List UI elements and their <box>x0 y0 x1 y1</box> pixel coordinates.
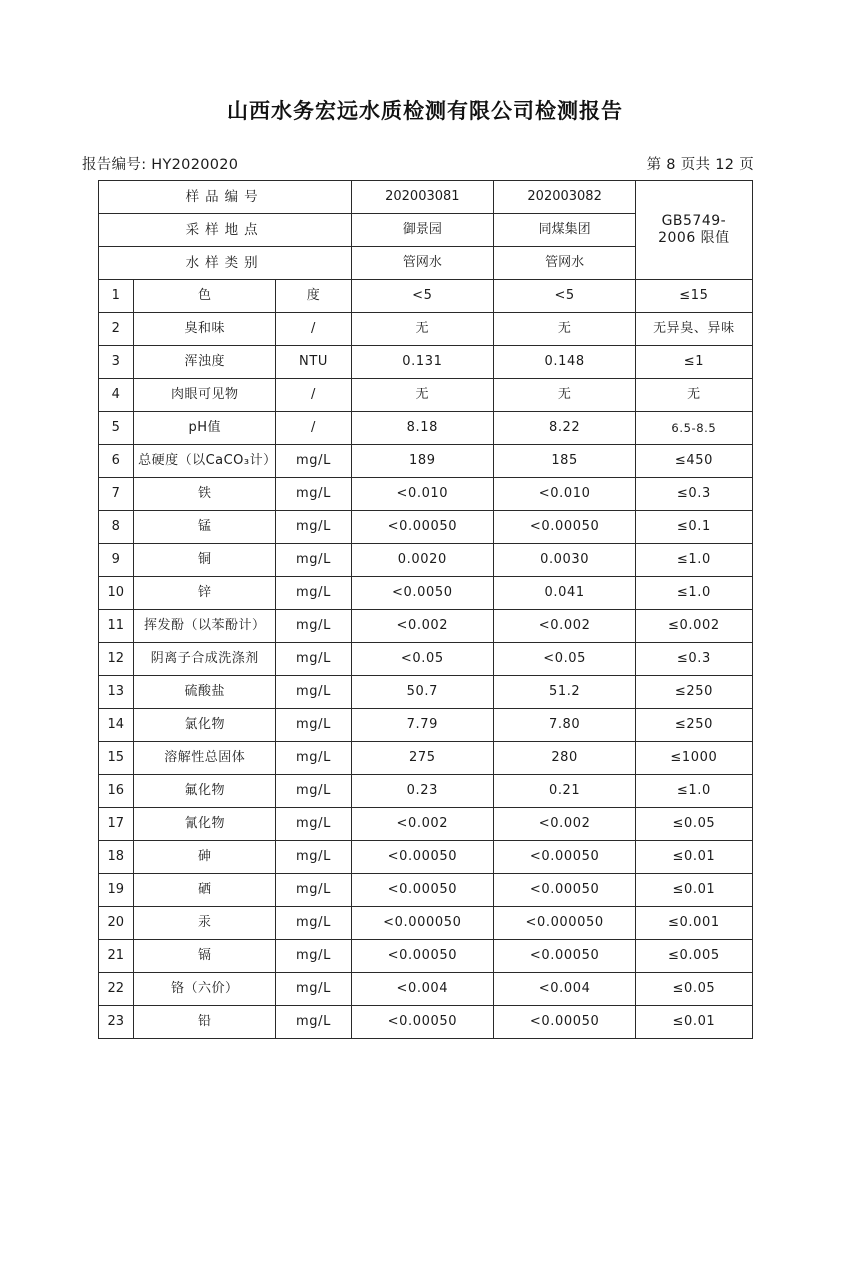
sample1-value: <0.002 <box>351 808 493 841</box>
parameter-name: 总硬度（以CaCO₃计） <box>134 445 276 478</box>
table-row <box>98 742 752 775</box>
row-index: 8 <box>98 511 134 544</box>
unit: mg/L <box>276 709 351 742</box>
parameter-name: 铬（六价） <box>134 973 276 1006</box>
unit: mg/L <box>276 874 351 907</box>
sample2-value: <0.05 <box>493 643 635 676</box>
parameter-name: 硫酸盐 <box>134 676 276 709</box>
sample1-value: 0.23 <box>351 775 493 808</box>
sample1-value: <0.00050 <box>351 1006 493 1039</box>
unit: mg/L <box>276 742 351 775</box>
row-index: 17 <box>98 808 134 841</box>
row-index: 6 <box>98 445 134 478</box>
parameter-name: 色 <box>134 280 276 313</box>
sample1-value: 无 <box>351 379 493 412</box>
sample1-value: <0.004 <box>351 973 493 1006</box>
limit-value: ≤250 <box>636 676 752 709</box>
parameter-name: 汞 <box>134 907 276 940</box>
limit-value: ≤0.01 <box>636 1006 752 1039</box>
limit-value: ≤1 <box>636 346 752 379</box>
row-index: 19 <box>98 874 134 907</box>
sample2-value: 185 <box>493 445 635 478</box>
table-row <box>98 379 752 412</box>
header-sample2: 管网水 <box>493 247 635 280</box>
sample2-value: <0.000050 <box>493 907 635 940</box>
parameter-name: 氯化物 <box>134 709 276 742</box>
row-index: 1 <box>98 280 134 313</box>
row-index: 10 <box>98 577 134 610</box>
sample1-value: <0.00050 <box>351 874 493 907</box>
limit-value: ≤1.0 <box>636 544 752 577</box>
sample1-value: 8.18 <box>351 412 493 445</box>
unit: NTU <box>276 346 351 379</box>
header-sample1: 御景园 <box>351 214 493 247</box>
sample1-value: <0.0050 <box>351 577 493 610</box>
table-row <box>98 808 752 841</box>
unit: mg/L <box>276 577 351 610</box>
standard-limit-text: 2006 限值 <box>658 230 730 246</box>
parameter-name: 肉眼可见物 <box>134 379 276 412</box>
parameter-name: pH值 <box>134 412 276 445</box>
page-title: 山西水务宏远水质检测有限公司检测报告 <box>227 99 623 123</box>
page-number: 第 8 页共 12 页 <box>646 157 754 173</box>
limit-value: ≤0.002 <box>636 610 752 643</box>
limit-value: 6.5-8.5 <box>636 412 752 445</box>
unit: 度 <box>276 280 351 313</box>
table-row <box>98 577 752 610</box>
sample2-value: <0.00050 <box>493 1006 635 1039</box>
sample2-value: 0.148 <box>493 346 635 379</box>
table-row <box>98 346 752 379</box>
table-row <box>98 478 752 511</box>
parameter-name: 镉 <box>134 940 276 973</box>
parameter-name: 氟化物 <box>134 775 276 808</box>
standard-code: GB5749- <box>661 212 727 229</box>
table-row <box>98 445 752 478</box>
parameter-name: 锰 <box>134 511 276 544</box>
row-index: 4 <box>98 379 134 412</box>
unit: / <box>276 313 351 346</box>
row-index: 3 <box>98 346 134 379</box>
sample2-value: 51.2 <box>493 676 635 709</box>
sample1-value: 7.79 <box>351 709 493 742</box>
limit-value: ≤0.05 <box>636 973 752 1006</box>
sample2-value: <5 <box>493 280 635 313</box>
sample1-value: 50.7 <box>351 676 493 709</box>
limit-value: ≤450 <box>636 445 752 478</box>
limit-value: ≤1.0 <box>636 577 752 610</box>
sample1-value: <0.000050 <box>351 907 493 940</box>
unit: mg/L <box>276 610 351 643</box>
header-sample1: 202003081 <box>351 181 493 214</box>
unit: mg/L <box>276 544 351 577</box>
limit-value: ≤15 <box>636 280 752 313</box>
unit: mg/L <box>276 1006 351 1039</box>
sample1-value: <5 <box>351 280 493 313</box>
header-label: 水样类别 <box>98 247 351 280</box>
sample1-value: <0.010 <box>351 478 493 511</box>
table-row <box>98 874 752 907</box>
table-row <box>98 973 752 1006</box>
unit: / <box>276 379 351 412</box>
limit-value: ≤1.0 <box>636 775 752 808</box>
table-row <box>98 841 752 874</box>
results-table <box>98 180 753 1039</box>
unit: mg/L <box>276 940 351 973</box>
sample1-value: <0.05 <box>351 643 493 676</box>
limit-value: ≤0.01 <box>636 841 752 874</box>
limit-value: ≤0.3 <box>636 643 752 676</box>
sample2-value: <0.010 <box>493 478 635 511</box>
sample1-value: <0.00050 <box>351 511 493 544</box>
sample2-value: <0.002 <box>493 610 635 643</box>
unit: mg/L <box>276 676 351 709</box>
table-row <box>98 544 752 577</box>
row-index: 9 <box>98 544 134 577</box>
sample2-value: 0.0030 <box>493 544 635 577</box>
unit: mg/L <box>276 643 351 676</box>
unit: mg/L <box>276 808 351 841</box>
unit: / <box>276 412 351 445</box>
table-row <box>98 313 752 346</box>
unit: mg/L <box>276 973 351 1006</box>
header-sample2: 同煤集团 <box>493 214 635 247</box>
report-page <box>0 95 850 1264</box>
parameter-name: 锌 <box>134 577 276 610</box>
header-label: 采样地点 <box>98 214 351 247</box>
sample2-value: <0.00050 <box>493 940 635 973</box>
sample1-value: <0.00050 <box>351 940 493 973</box>
parameter-name: 浑浊度 <box>134 346 276 379</box>
limit-value: 无异臭、异味 <box>636 313 752 346</box>
table-row <box>98 643 752 676</box>
row-index: 16 <box>98 775 134 808</box>
parameter-name: 铜 <box>134 544 276 577</box>
parameter-name: 挥发酚（以苯酚计） <box>134 610 276 643</box>
row-index: 13 <box>98 676 134 709</box>
table-row <box>98 1006 752 1039</box>
parameter-name: 溶解性总固体 <box>134 742 276 775</box>
sample1-value: 189 <box>351 445 493 478</box>
sample2-value: 0.041 <box>493 577 635 610</box>
header-sample2: 202003082 <box>493 181 635 214</box>
table-row <box>98 412 752 445</box>
unit: mg/L <box>276 445 351 478</box>
sample1-value: 无 <box>351 313 493 346</box>
report-meta <box>82 153 754 174</box>
limit-value: ≤0.1 <box>636 511 752 544</box>
row-index: 12 <box>98 643 134 676</box>
row-index: 15 <box>98 742 134 775</box>
limit-value: ≤0.005 <box>636 940 752 973</box>
parameter-name: 硒 <box>134 874 276 907</box>
sample1-value: 0.131 <box>351 346 493 379</box>
standard-limit-header <box>636 181 752 280</box>
limit-value: ≤0.001 <box>636 907 752 940</box>
table-header-row <box>98 181 752 214</box>
unit: mg/L <box>276 511 351 544</box>
row-index: 22 <box>98 973 134 1006</box>
sample1-value: <0.002 <box>351 610 493 643</box>
sample2-value: <0.00050 <box>493 511 635 544</box>
sample2-value: 7.80 <box>493 709 635 742</box>
unit: mg/L <box>276 907 351 940</box>
sample1-value: 275 <box>351 742 493 775</box>
unit: mg/L <box>276 775 351 808</box>
sample1-value: 0.0020 <box>351 544 493 577</box>
table-row <box>98 676 752 709</box>
row-index: 21 <box>98 940 134 973</box>
limit-value: 无 <box>636 379 752 412</box>
unit: mg/L <box>276 841 351 874</box>
table-row <box>98 511 752 544</box>
limit-value: ≤1000 <box>636 742 752 775</box>
sample2-value: <0.00050 <box>493 841 635 874</box>
parameter-name: 氰化物 <box>134 808 276 841</box>
sample2-value: 无 <box>493 313 635 346</box>
table-row <box>98 280 752 313</box>
table-row <box>98 775 752 808</box>
parameter-name: 臭和味 <box>134 313 276 346</box>
limit-value: ≤0.01 <box>636 874 752 907</box>
sample1-value: <0.00050 <box>351 841 493 874</box>
sample2-value: <0.00050 <box>493 874 635 907</box>
row-index: 7 <box>98 478 134 511</box>
row-index: 14 <box>98 709 134 742</box>
header-sample1: 管网水 <box>351 247 493 280</box>
parameter-name: 阴离子合成洗涤剂 <box>134 643 276 676</box>
table-row <box>98 940 752 973</box>
sample2-value: 280 <box>493 742 635 775</box>
sample2-value: 8.22 <box>493 412 635 445</box>
row-index: 23 <box>98 1006 134 1039</box>
header-label: 样品编号 <box>98 181 351 214</box>
limit-value: ≤0.05 <box>636 808 752 841</box>
sample2-value: <0.002 <box>493 808 635 841</box>
table-row <box>98 709 752 742</box>
row-index: 18 <box>98 841 134 874</box>
row-index: 20 <box>98 907 134 940</box>
sample2-value: 无 <box>493 379 635 412</box>
row-index: 11 <box>98 610 134 643</box>
parameter-name: 铅 <box>134 1006 276 1039</box>
report-number: 报告编号: HY2020020 <box>82 157 239 173</box>
sample2-value: <0.004 <box>493 973 635 1006</box>
limit-value: ≤0.3 <box>636 478 752 511</box>
limit-value: ≤250 <box>636 709 752 742</box>
parameter-name: 铁 <box>134 478 276 511</box>
sample2-value: 0.21 <box>493 775 635 808</box>
unit: mg/L <box>276 478 351 511</box>
row-index: 2 <box>98 313 134 346</box>
row-index: 5 <box>98 412 134 445</box>
table-row <box>98 907 752 940</box>
table-row <box>98 610 752 643</box>
parameter-name: 砷 <box>134 841 276 874</box>
